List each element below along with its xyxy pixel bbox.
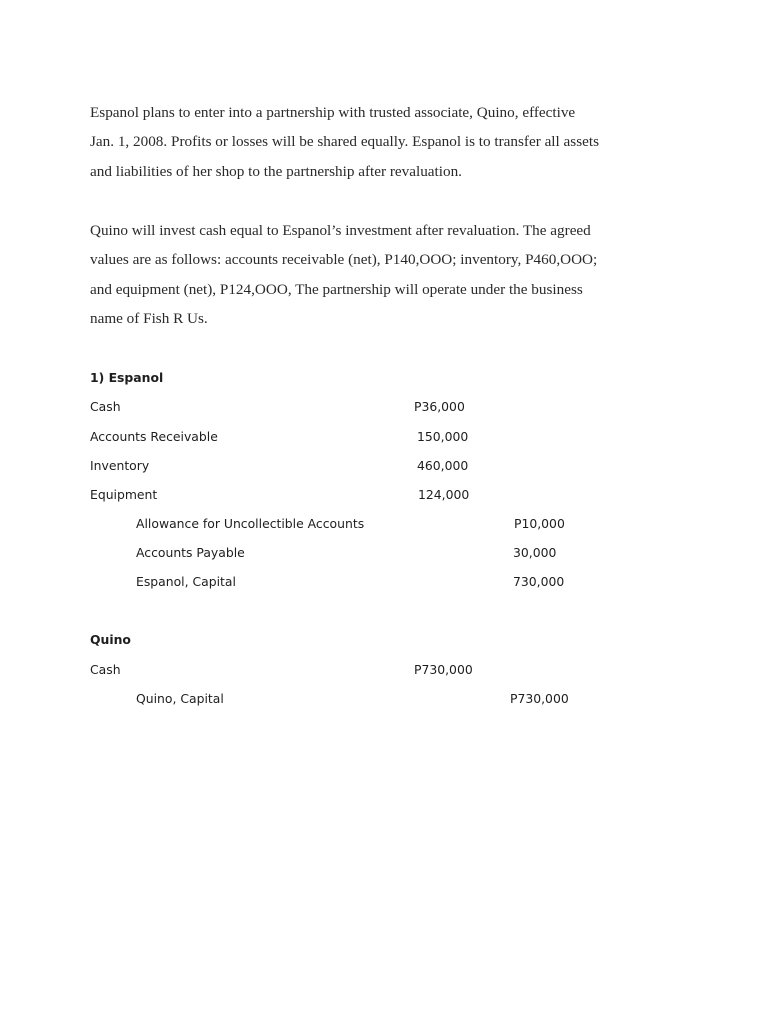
account-name: Inventory bbox=[90, 458, 150, 473]
account-name: Cash bbox=[90, 399, 121, 414]
debit-amount: 124,000 bbox=[418, 487, 470, 502]
debit-amount: 150,000 bbox=[417, 429, 469, 444]
account-name: Accounts Payable bbox=[136, 545, 245, 560]
paragraph-line: Quino will invest cash equal to Espanol’s investment after revaluation. The agreed bbox=[90, 222, 591, 239]
paragraph-line: and equipment (net), P124,OOO, The partnership will operate under the business bbox=[90, 281, 583, 298]
paragraph-line: Jan. 1, 2008. Profits or losses will be shared equally. Espanol is to transfer all assets bbox=[90, 133, 599, 150]
account-name: Allowance for Uncollectible Accounts bbox=[136, 516, 365, 531]
paragraph-line: name of Fish R Us. bbox=[90, 310, 208, 327]
quino-entry-heading: Quino bbox=[90, 632, 131, 647]
credit-amount: 730,000 bbox=[513, 574, 565, 589]
paragraph-line: Espanol plans to enter into a partnership with trusted associate, Quino, effective bbox=[90, 104, 576, 121]
debit-amount: P730,000 bbox=[414, 662, 473, 677]
paragraph-line: and liabilities of her shop to the partnership after revaluation. bbox=[90, 163, 462, 180]
credit-amount: 30,000 bbox=[513, 545, 557, 560]
paragraph-line: values are as follows: accounts receivable (net), P140,OOO; inventory, P460,OOO; bbox=[90, 251, 598, 268]
debit-amount: 460,000 bbox=[417, 458, 469, 473]
account-name: Quino, Capital bbox=[136, 691, 224, 706]
espanol-entry-heading: 1) Espanol bbox=[90, 370, 164, 385]
account-name: Espanol, Capital bbox=[136, 574, 236, 589]
credit-amount: P730,000 bbox=[510, 691, 569, 706]
account-name: Cash bbox=[90, 662, 121, 677]
account-name: Equipment bbox=[90, 487, 158, 502]
account-name: Accounts Receivable bbox=[90, 429, 218, 444]
credit-amount: P10,000 bbox=[514, 516, 565, 531]
debit-amount: P36,000 bbox=[414, 399, 465, 414]
